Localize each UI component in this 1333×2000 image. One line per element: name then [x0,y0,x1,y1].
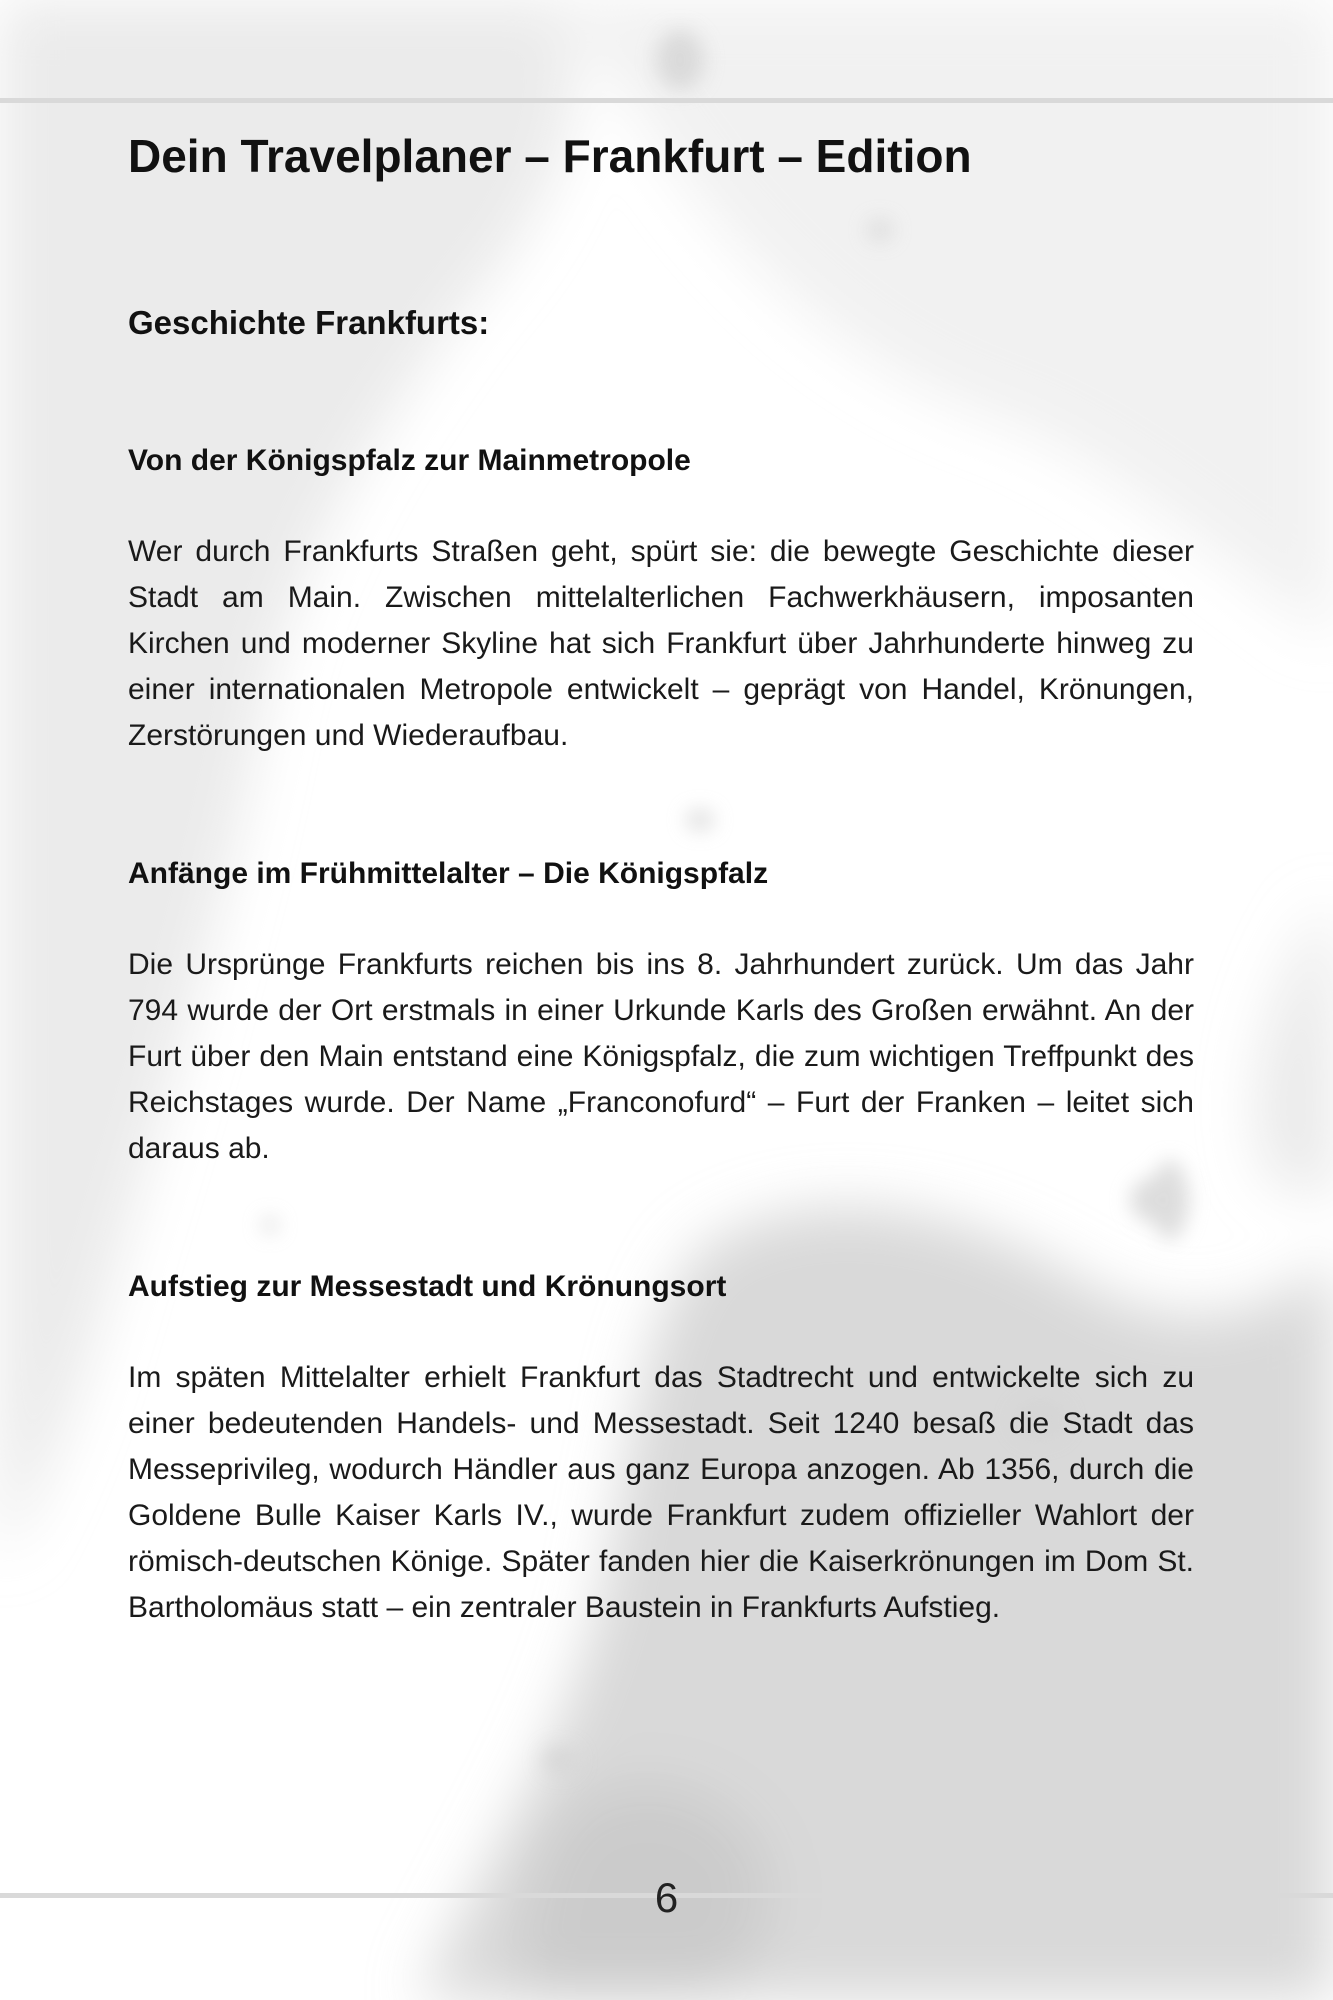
page-title: Dein Travelplaner – Frankfurt – Edition [128,130,972,182]
subsection-paragraph-fruehmittelalter: Die Ursprünge Frankfurts reichen bis ins 8. Jahrhundert zurück. Um das Jahr 794 wurde der Ort erstmals in einer Urkunde Karls des Großen erwähnt. An der Furt über den Main entstand eine Königspfalz, die zum wichtigen Treffpunkt des Reichstages wurde. Der Name „Franconofurd“ – Furt der Franken – leitet sich daraus ab. [128,948,1194,1165]
page-content [128,124,1194,1631]
subsection-paragraph-intro: Wer durch Frankfurts Straßen geht, spürt sie: die bewegte Geschichte dieser Stadt am Main. Zwischen mittelalterlichen Fachwerkhäusern, imposanten Kirchen und moderner Skyline hat sich Frankfurt über Jahrhunderte hinweg zu einer internationalen Metropole entwickelt – geprägt von Handel, Krönungen, Zerstörungen und Wiederaufbau. [128,535,1194,752]
subsection-heading-messestadt: Aufstieg zur Messestadt und Krönungsort [128,1270,727,1303]
subsection-heading-fruehmittelalter: Anfänge im Frühmittelalter – Die Königspfalz [128,857,769,890]
subsection-paragraph-messestadt: Im späten Mittelalter erhielt Frankfurt das Stadtrecht und entwickelte sich zu einer bedeutenden Handels- und Messestadt. Seit 1240 besaß die Stadt das Messeprivileg, wodurch Händler aus ganz Europa anzogen. Ab 1356, durch die Goldene Bulle Kaiser Karls IV., wurde Frankfurt zudem offizieller Wahlort der römisch-deutschen Könige. Später fanden hier die Kaiserkrönungen im Dom St. Bartholomäus statt – ein zentraler Baustein in Frankfurts Aufstieg. [128,1361,1194,1624]
subsection-heading-koenigspfalz-mainmetropole: Von der Königspfalz zur Mainmetropole [128,444,691,477]
page-number: 6 [654,1874,679,1921]
section-title: Geschichte Frankfurts: [128,304,490,341]
header-rule [0,98,1333,103]
